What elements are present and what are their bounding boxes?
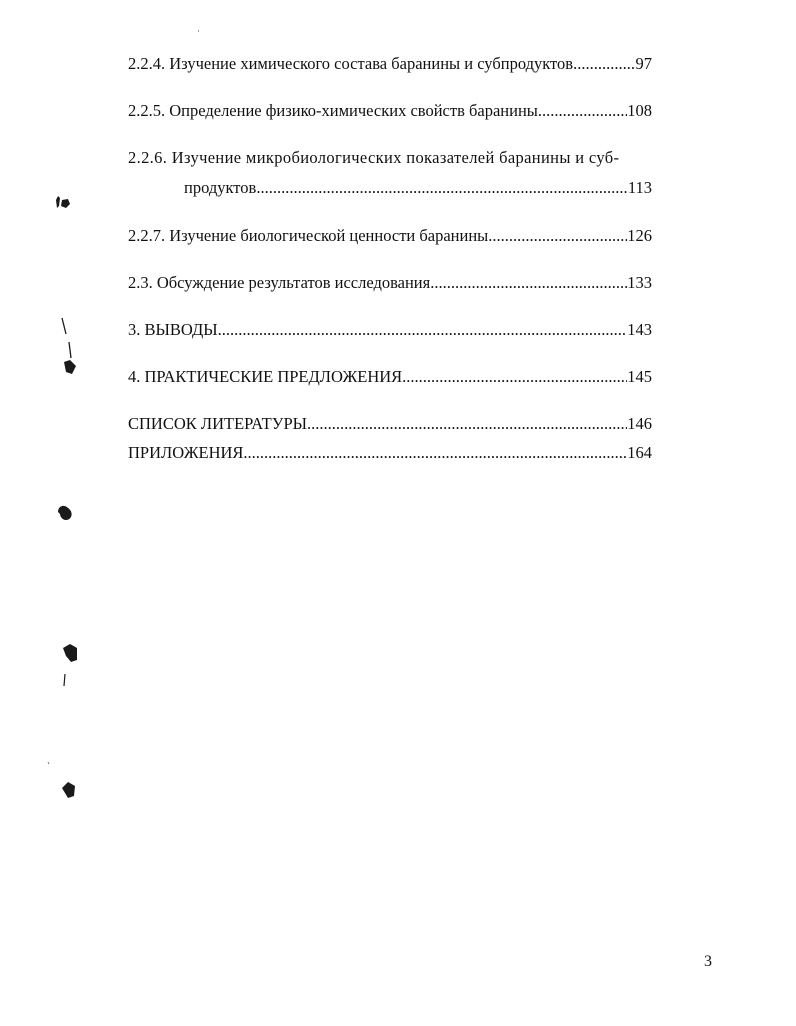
toc-item-page: 146: [627, 414, 652, 433]
toc-leader-dots: [218, 320, 628, 340]
toc-leader-dots: [307, 414, 627, 434]
toc-item-page: 145: [627, 367, 652, 386]
toc-item-appendices[interactable]: [128, 443, 652, 463]
toc-leader-dots: [430, 273, 627, 293]
toc-item-page: 164: [627, 443, 652, 462]
toc-item-label: 2.3. Обсуждение результатов исследования: [128, 273, 431, 292]
scan-speck: [69, 342, 71, 358]
toc-item-2-2-6-line2[interactable]: [184, 178, 652, 198]
toc-item-3[interactable]: [128, 320, 652, 340]
toc-leader-dots: [256, 178, 628, 198]
scan-speck: [56, 196, 70, 208]
toc-item-references[interactable]: [128, 414, 652, 434]
toc-item-label: 2.2.4. Изучение химического состава баранины и субпродуктов: [128, 54, 574, 73]
toc-item-2-2-6-line1[interactable]: 2.2.6. Изучение микробиологических показателей баранины и суб-: [128, 148, 620, 167]
toc-item-2-2-4[interactable]: [128, 54, 652, 74]
scan-speck: [62, 318, 66, 334]
toc-item-page: 108: [627, 101, 652, 120]
scan-speck: [64, 674, 65, 686]
scan-speck: [48, 762, 49, 764]
scan-speck: [64, 360, 76, 374]
toc-item-2-3[interactable]: [128, 273, 652, 293]
toc-item-page: 133: [627, 273, 652, 292]
toc-item-label: 3. ВЫВОДЫ: [128, 320, 218, 339]
toc-leader-dots: [488, 226, 627, 246]
scan-speck: [198, 30, 199, 32]
toc-item-4[interactable]: [128, 367, 652, 387]
toc-item-2-2-7[interactable]: [128, 226, 652, 246]
scan-speck: [58, 782, 75, 798]
toc-item-page: 143: [627, 320, 652, 339]
page-number: 3: [704, 953, 712, 970]
toc-item-2-2-5[interactable]: [128, 101, 652, 121]
toc-item-page: 113: [627, 178, 652, 197]
toc-item-label: 4. ПРАКТИЧЕСКИЕ ПРЕДЛОЖЕНИЯ: [128, 367, 403, 386]
toc-leader-dots: [402, 367, 627, 387]
toc-leader-dots: [538, 101, 627, 121]
toc-leader-dots: [573, 54, 635, 74]
toc-leader-dots: [243, 443, 627, 463]
toc-item-label: СПИСОК ЛИТЕРАТУРЫ: [128, 414, 308, 433]
toc-item-label: продуктов: [184, 178, 257, 197]
toc-item-label: 2.2.7. Изучение биологической ценности баранины: [128, 226, 489, 245]
scan-speck: [58, 506, 72, 520]
scan-speck: [63, 644, 77, 662]
toc-item-label: 2.2.5. Определение физико-химических свойств баранины: [128, 101, 538, 120]
toc-item-label: ПРИЛОЖЕНИЯ: [128, 443, 244, 462]
toc-item-page: 126: [627, 226, 652, 245]
toc-item-page: 97: [635, 54, 652, 73]
